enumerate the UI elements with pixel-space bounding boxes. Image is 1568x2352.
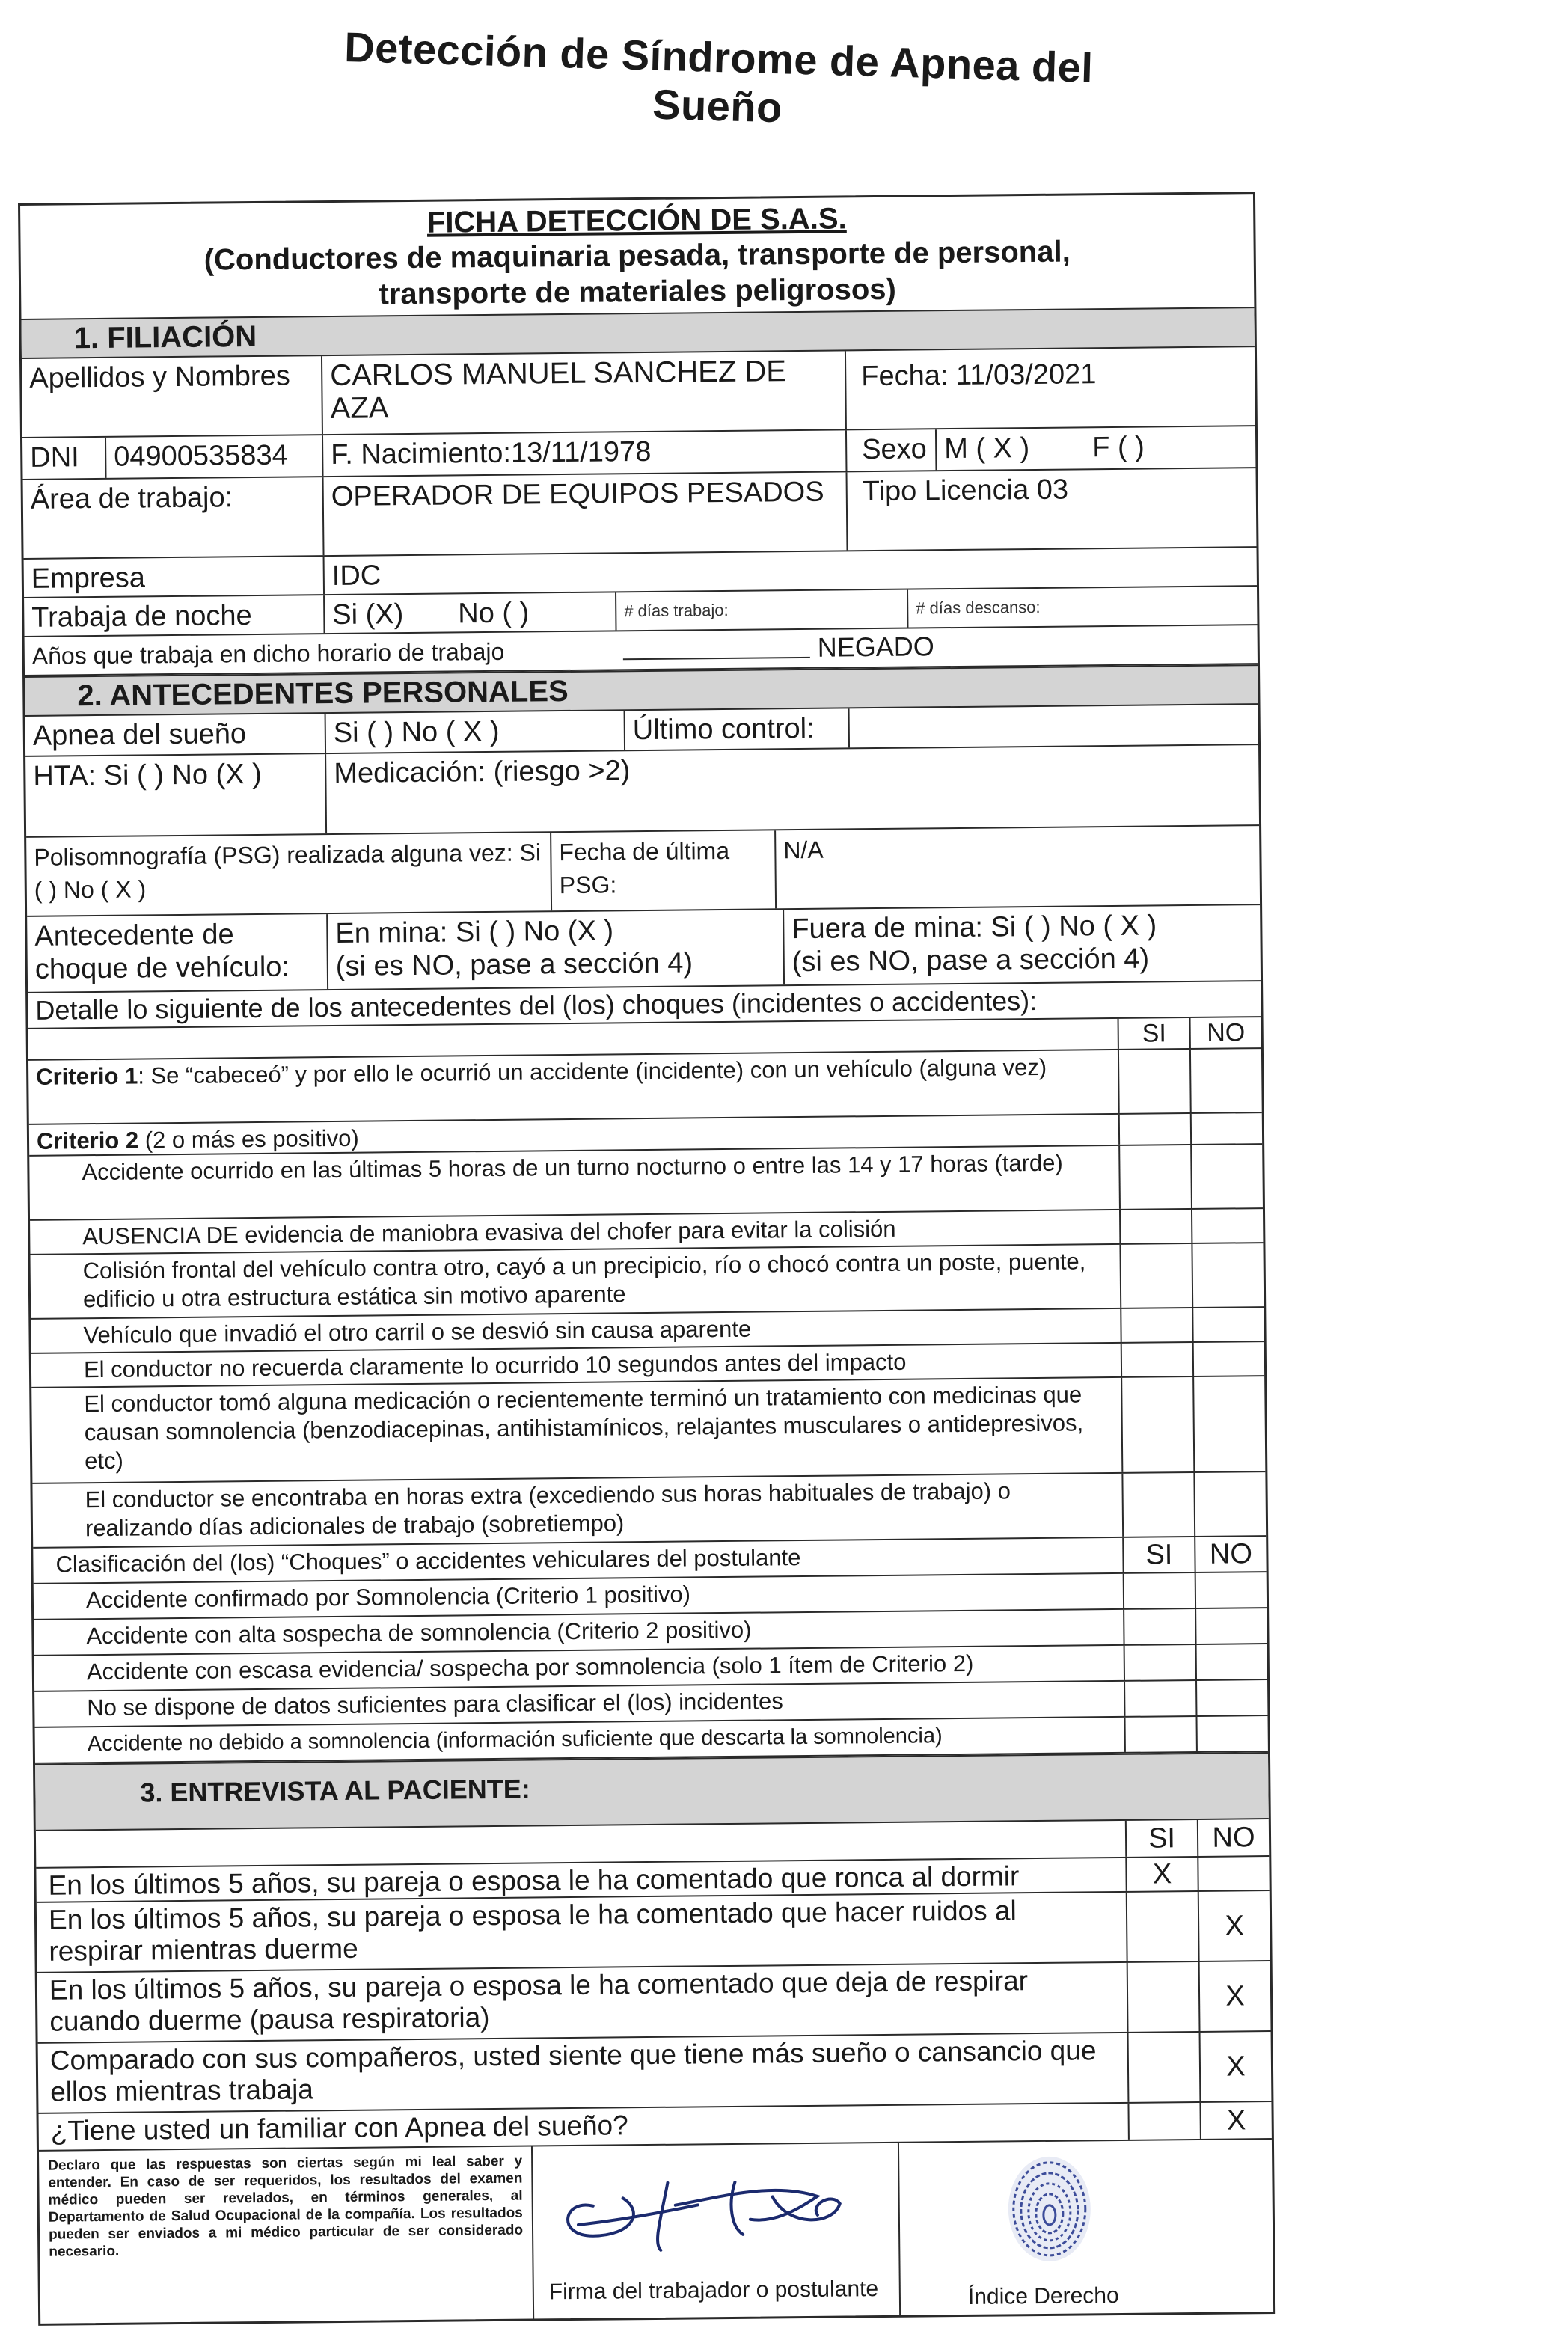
criterio2-item: Vehículo que invadió el otro carril o se desvió sin causa aparente — [83, 1315, 752, 1349]
ultimo-control-value — [848, 705, 1258, 747]
hta-value: HTA: Si ( ) No (X ) — [33, 758, 262, 792]
entrevista-si — [1127, 1962, 1199, 2032]
name-value: CARLOS MANUEL SANCHEZ DE AZA — [321, 351, 845, 434]
dias-descanso: # días descanso: — [907, 587, 1257, 627]
clasificacion-item: Accidente con escasa evidencia/ sospecha por somnolencia (solo 1 ítem de Criterio 2) — [86, 1650, 974, 1685]
entrevista-row — [38, 2032, 1272, 2114]
criterio1-bold: Criterio 1 — [36, 1062, 138, 1090]
entrevista-si — [1127, 2033, 1200, 2102]
section-filiacion-title: 1. FILIACIÓN — [21, 307, 1254, 359]
criterio2-item-row — [30, 1243, 1264, 1320]
form-header — [20, 194, 1254, 319]
hta-row — [25, 745, 1259, 838]
area-row — [23, 468, 1257, 560]
empresa-value: IDC — [323, 548, 1257, 594]
criterio1-no — [1189, 1049, 1262, 1112]
entrevista-question: En los últimos 5 años, su pareja o esposa le ha comentado que hacer ruidos al respirar mientras duerme — [48, 1895, 1017, 1967]
criterio2-item: AUSENCIA DE evidencia de maniobra evasiva del chofer para evitar la colisión — [82, 1215, 896, 1250]
fingerprint-label: Índice Derecho — [967, 2283, 1119, 2309]
criterio1-desc: : Se “cabeceó” y por ello le ocurrió un accidente (incidente) con un vehículo (alguna vez) — [138, 1053, 1047, 1089]
psg-label: Polisomnografía (PSG) realizada alguna vez: Si ( ) No ( X ) — [34, 839, 542, 904]
anios-label: Años que trabaja en dicho horario de trabajo — [31, 637, 505, 670]
choque-mina — [326, 910, 783, 989]
dias-trabajo: # días trabajo: — [615, 590, 907, 631]
noche-si: Si (X) — [323, 594, 450, 633]
anios-value: NEGADO — [817, 631, 934, 663]
clasificacion-item: Accidente confirmado por Somnolencia (Criterio 1 positivo) — [85, 1581, 691, 1614]
dni-label: DNI — [30, 441, 79, 474]
entrevista-no: X — [1198, 1961, 1271, 2031]
clasificacion-item: No se dispone de datos suficientes para clasificar el (los) incidentes — [87, 1688, 783, 1721]
choque-mina-note: (si es NO, pase a sección 4) — [335, 947, 693, 982]
section-entrevista-title: 3. ENTREVISTA AL PACIENTE: — [35, 1752, 1269, 1831]
entrevista-question: Comparado con sus compañeros, usted siente que tiene más sueño o cansancio que ellos mientras trabaja — [49, 2035, 1097, 2107]
criterio1-si — [1118, 1050, 1190, 1113]
entrevista-si-header: SI — [1125, 1820, 1197, 1857]
licencia-value: Tipo Licencia 03 — [846, 468, 1257, 550]
choque-mina-value: En mina: Si ( ) No (X ) — [335, 915, 614, 949]
psg-row — [26, 826, 1260, 917]
noche-label: Trabaja de noche — [31, 600, 252, 634]
entrevista-row — [37, 1961, 1271, 2044]
entrevista-no: X — [1199, 2102, 1271, 2139]
area-label: Área de trabajo: — [30, 482, 233, 515]
choque-label: Antecedente de choque de vehículo: — [34, 919, 290, 985]
sexo-m: M ( X ) — [935, 428, 1085, 470]
empresa-label: Empresa — [31, 562, 146, 595]
form-subheading-1: (Conductores de maquinaria pesada, transporte de personal, — [203, 235, 1071, 277]
criterio2-item-row — [31, 1376, 1265, 1484]
signature-box — [533, 2143, 901, 2319]
sexo-label: Sexo — [845, 429, 936, 471]
criterio2-item: Accidente ocurrido en las últimas 5 horas de un turno nocturno o entre las 14 y 17 horas (tarde) — [82, 1149, 1063, 1186]
entrevista-no — [1197, 1857, 1269, 1890]
choque-fuera-value: Fuera de mina: Si ( ) No ( X ) — [791, 910, 1157, 946]
form-subheading-2: transporte de materiales peligrosos) — [379, 272, 897, 311]
dni-value: 04900535834 — [105, 435, 322, 478]
criterio2-item: El conductor se encontraba en horas extra (excediendo sus horas habituales de trabajo) o realizando días adicionales de trabajo (sobretiempo) — [85, 1477, 1011, 1542]
entrevista-row — [37, 1891, 1270, 1973]
no-header: NO — [1189, 1017, 1261, 1048]
criterio2-bold: Criterio 2 — [36, 1127, 139, 1154]
si-header: SI — [1118, 1018, 1189, 1049]
criterio2-item-row — [32, 1472, 1266, 1549]
name-row — [22, 347, 1255, 438]
entrevista-no-header: NO — [1197, 1819, 1269, 1856]
signature-label: Firma del trabajador o postulante — [548, 2276, 879, 2305]
medicacion-label: Medicación: (riesgo >2) — [325, 745, 1259, 833]
criterio2-item: El conductor no recuerda claramente lo ocurrido 10 segundos antes del impacto — [83, 1348, 907, 1383]
name-label: Apellidos y Nombres — [29, 360, 290, 394]
entrevista-si — [1127, 2103, 1199, 2140]
choque-fuera-note: (si es NO, pase a sección 4) — [791, 943, 1150, 979]
sas-form — [18, 192, 1275, 2326]
choque-row — [27, 905, 1261, 993]
page-title: Detección de Síndrome de Apnea del Sueño — [343, 23, 1094, 132]
nacimiento-value: F. Nacimiento:13/11/1978 — [322, 430, 845, 476]
sexo-f: F ( ) — [1091, 431, 1145, 464]
criterio1-row — [28, 1049, 1262, 1125]
apnea-label: Apnea del sueño — [32, 718, 247, 752]
clasificacion-si-header: SI — [1122, 1537, 1194, 1572]
entrevista-question: ¿Tiene usted un familiar con Apnea del sueño? — [50, 2110, 628, 2146]
noche-no: No ( ) — [458, 597, 530, 630]
entrevista-si: X — [1125, 1858, 1197, 1891]
entrevista-question: En los últimos 5 años, su pareja o esposa le ha comentado que deja de respirar cuando duerme (pausa respiratoria) — [49, 1965, 1029, 2037]
psg-fecha-label: Fecha de última PSG: — [550, 830, 775, 910]
fingerprint-box — [899, 2140, 1273, 2315]
entrevista-no: X — [1199, 2032, 1272, 2101]
detalle-label: Detalle lo siguiente de los antecedentes del (los) choques (incidentes o accidentes): — [35, 984, 1038, 1026]
declaration-text: Declaro que las respuestas son ciertas según mi leal saber y entender. En caso de ser requeridos, los resultados del examen médico pueden ser revelados, en términos generales, al Departamento de Salud Ocupacional de la compañía. Los resultados pueden ser enviados a mi médico particular de ser considerado necesario. — [39, 2147, 534, 2324]
criterio2-item-row — [29, 1145, 1263, 1221]
clasificacion-item: Accidente con alta sospecha de somnolencia (Criterio 2 positivo) — [86, 1616, 752, 1650]
criterio2-desc: (2 o más es positivo) — [138, 1124, 359, 1154]
psg-value: N/A — [774, 826, 1260, 908]
criterio2-item: Colisión frontal del vehículo contra otro, cayó a un precipicio, río o chocó contra un poste, puente, edificio u otra estructura estática sin motivo aparente — [82, 1248, 1086, 1313]
footer — [39, 2138, 1273, 2324]
fecha-value: Fecha: 11/03/2021 — [845, 347, 1255, 429]
entrevista-no: X — [1198, 1891, 1270, 1961]
criterio1-text — [28, 1050, 1118, 1124]
apnea-value: Si ( ) No ( X ) — [325, 711, 624, 753]
entrevista-question: En los últimos 5 años, su pareja o esposa le ha comentado que ronca al dormir — [48, 1861, 1020, 1901]
area-value: OPERADOR DE EQUIPOS PESADOS — [322, 472, 847, 555]
section-antecedentes-title: 2. ANTECEDENTES PERSONALES — [25, 664, 1258, 717]
criterio2-item: El conductor tomó alguna medicación o recientemente terminó un tratamiento con medicinas que causan somnolencia (benzodiacepinas, antihistamínicos, relajantes musculares o antidepresivos, etc) — [84, 1381, 1084, 1474]
anios-line — [623, 630, 810, 660]
ultimo-control: Último control: — [624, 708, 848, 750]
clasificacion-no-header: NO — [1194, 1537, 1266, 1572]
clasificacion-label: Clasificación del (los) “Choques” o accidentes vehiculares del postulante — [55, 1544, 801, 1578]
choque-fuera — [783, 905, 1261, 984]
entrevista-si — [1126, 1892, 1198, 1961]
form-heading: FICHA DETECCIÓN DE S.A.S. — [426, 202, 847, 239]
clasificacion-item: Accidente no debido a somnolencia (información suficiente que descarta la somnolencia) — [87, 1724, 943, 1757]
fingerprint-mark — [996, 2149, 1103, 2269]
signature-mark — [548, 2151, 863, 2266]
